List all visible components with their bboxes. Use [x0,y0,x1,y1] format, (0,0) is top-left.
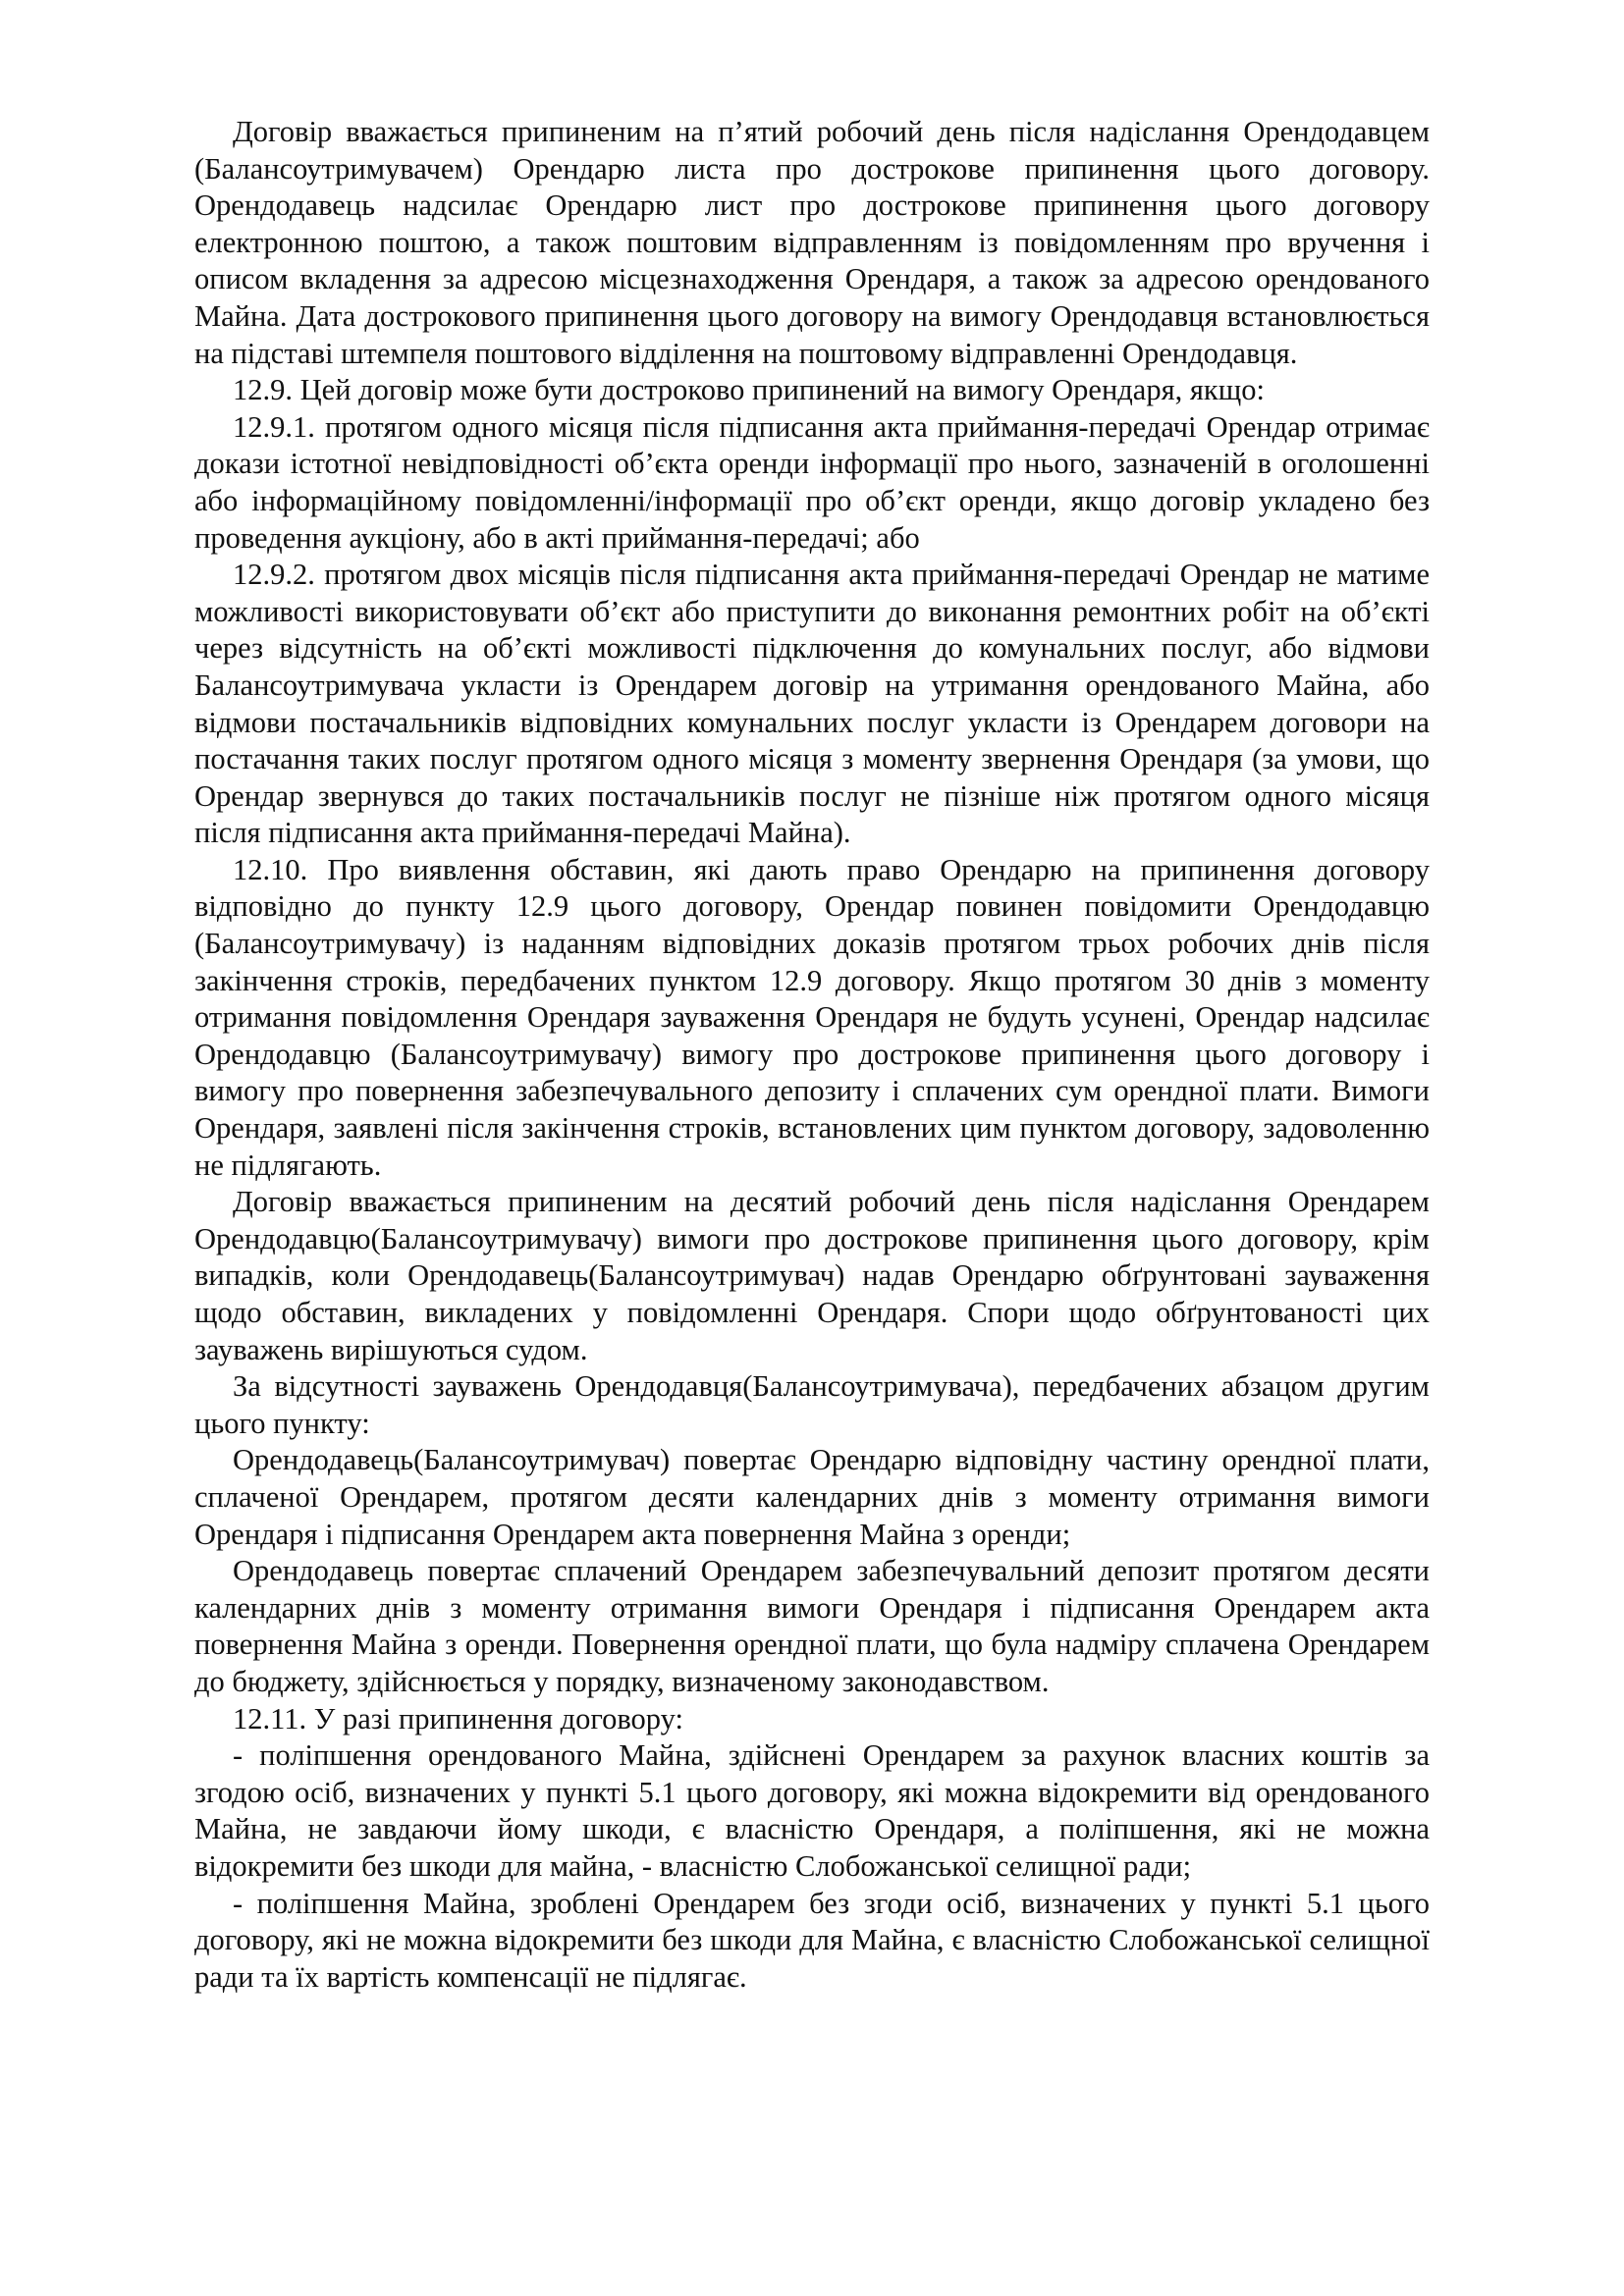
paragraph-12-10: 12.10. Про виявлення обставин, які дають право Орендарю на припинення договору відповідно до пункту 12.9 цього договору, Орендар повинен повідомити Орендодавцю (Балансоутримувачу) із наданням відповідних доказів протягом трьох робочих днів після закінчення строків, передбачених пунктом 12.9 договору. Якщо протягом 30 днів з моменту отримання повідомлення Орендаря зауваження Орендаря не будуть усунені, Орендар надсилає Орендодавцю (Балансоутримувачу) вимогу про дострокове припинення цього договору і вимогу про повернення забезпечувального депозиту і сплачених сум орендної плати. Вимоги Орендаря, заявлені після закінчення строків, встановлених цим пунктом договору, задоволенню не підлягають. [194,852,1430,1182]
document-page [194,114,1430,1996]
paragraph-rent-refund: Орендодавець(Балансоутримувач) повертає Орендарю відповідну частину орендної плати, сплаченої Орендарем, протягом десяти календарних днів з моменту отримання вимоги Орендаря і підписання Орендарем акта повернення Майна з оренди; [194,1443,1430,1551]
paragraph-12-11: 12.11. У разі припинення договору: [233,1701,683,1735]
paragraph-12-9-2: 12.9.2. протягом двох місяців після підписання акта приймання-передачі Орендар не матиме можливості використовувати об’єкт або приступити до виконання ремонтних робіт на об’єкті через відсутність на об’єкті можливості підключення до комунальних послуг, або відмови Балансоутримувача укласти із Орендарем договір на утримання орендованого Майна, або відмови постачальників відповідних комунальних послуг укласти із Орендарем договори на постачання таких послуг протягом одного місяця з моменту звернення Орендаря (за умови, що Орендар звернувся до таких постачальників послуг не пізніше ніж протягом одного місяця після підписання акта приймання-передачі Майна). [194,558,1430,850]
paragraph-12-9-1: 12.9.1. протягом одного місяця після підписання акта приймання-передачі Орендар отримає докази істотної невідповідності об’єкта оренди інформації про нього, зазначеній в оголошенні або інформаційному повідомленні/інформації про об’єкт оренди, якщо договір укладено без проведення аукціону, або в акті приймання-передачі; або [194,409,1430,555]
paragraph-improvements-with-consent: - поліпшення орендованого Майна, здійснені Орендарем за рахунок власних коштів за згодою осіб, визначених у пункті 5.1 цього договору, які можна відокремити від орендованого Майна, не завдаючи йому шкоди, є власністю Орендаря, а поліпшення, які не можна відокремити без шкоди для майна, - власністю Слобожанської селищної ради; [194,1738,1430,1883]
paragraph-12-9: 12.9. Цей договір може бути достроково припинений на вимогу Орендаря, якщо: [233,373,1265,407]
paragraph-deposit-refund: Орендодавець повертає сплачений Орендарем забезпечувальний депозит протягом десяти календарних днів з моменту отримання вимоги Орендаря і підписання Орендарем акта повернення Майна з оренди. Повернення орендної плати, що була надміру сплачена Орендарем до бюджету, здійснюється у порядку, визначеному законодавством. [194,1554,1430,1698]
paragraph-termination-by-lessor: Договір вважається припиненим на п’ятий робочий день після надіслання Орендодавцем (Балансоутримувачем) Орендарю листа про дострокове припинення цього договору. Орендодавець надсилає Орендарю лист про дострокове припинення цього договору електронною поштою, а також поштовим відправленням із повідомленням про вручення і описом вкладення за адресою місцезнаходження Орендаря, а також за адресою орендованого Майна. Дата дострокового припинення цього договору на вимогу Орендодавця встановлюється на підставі штемпеля поштового відділення на поштовому відправленні Орендодавця. [194,115,1430,370]
paragraph-termination-by-lessee: Договір вважається припиненим на десятий робочий день після надіслання Орендарем Орендодавцю(Балансоутримувачу) вимоги про дострокове припинення цього договору, крім випадків, коли Орендодавець(Балансоутримувач) надав Орендарю обґрунтовані зауваження щодо обставин, викладених у повідомленні Орендаря. Спори щодо обґрунтованості цих зауважень вирішуються судом. [194,1185,1430,1366]
paragraph-no-objections: За відсутності зауважень Орендодавця(Балансоутримувача), передбачених абзацом другим цього пункту: [194,1369,1430,1440]
paragraph-improvements-without-consent: - поліпшення Майна, зроблені Орендарем без згоди осіб, визначених у пункті 5.1 цього договору, які не можна відокремити без шкоди для Майна, є власністю Слобожанської селищної ради та їх вартість компенсації не підлягає. [194,1886,1430,1994]
